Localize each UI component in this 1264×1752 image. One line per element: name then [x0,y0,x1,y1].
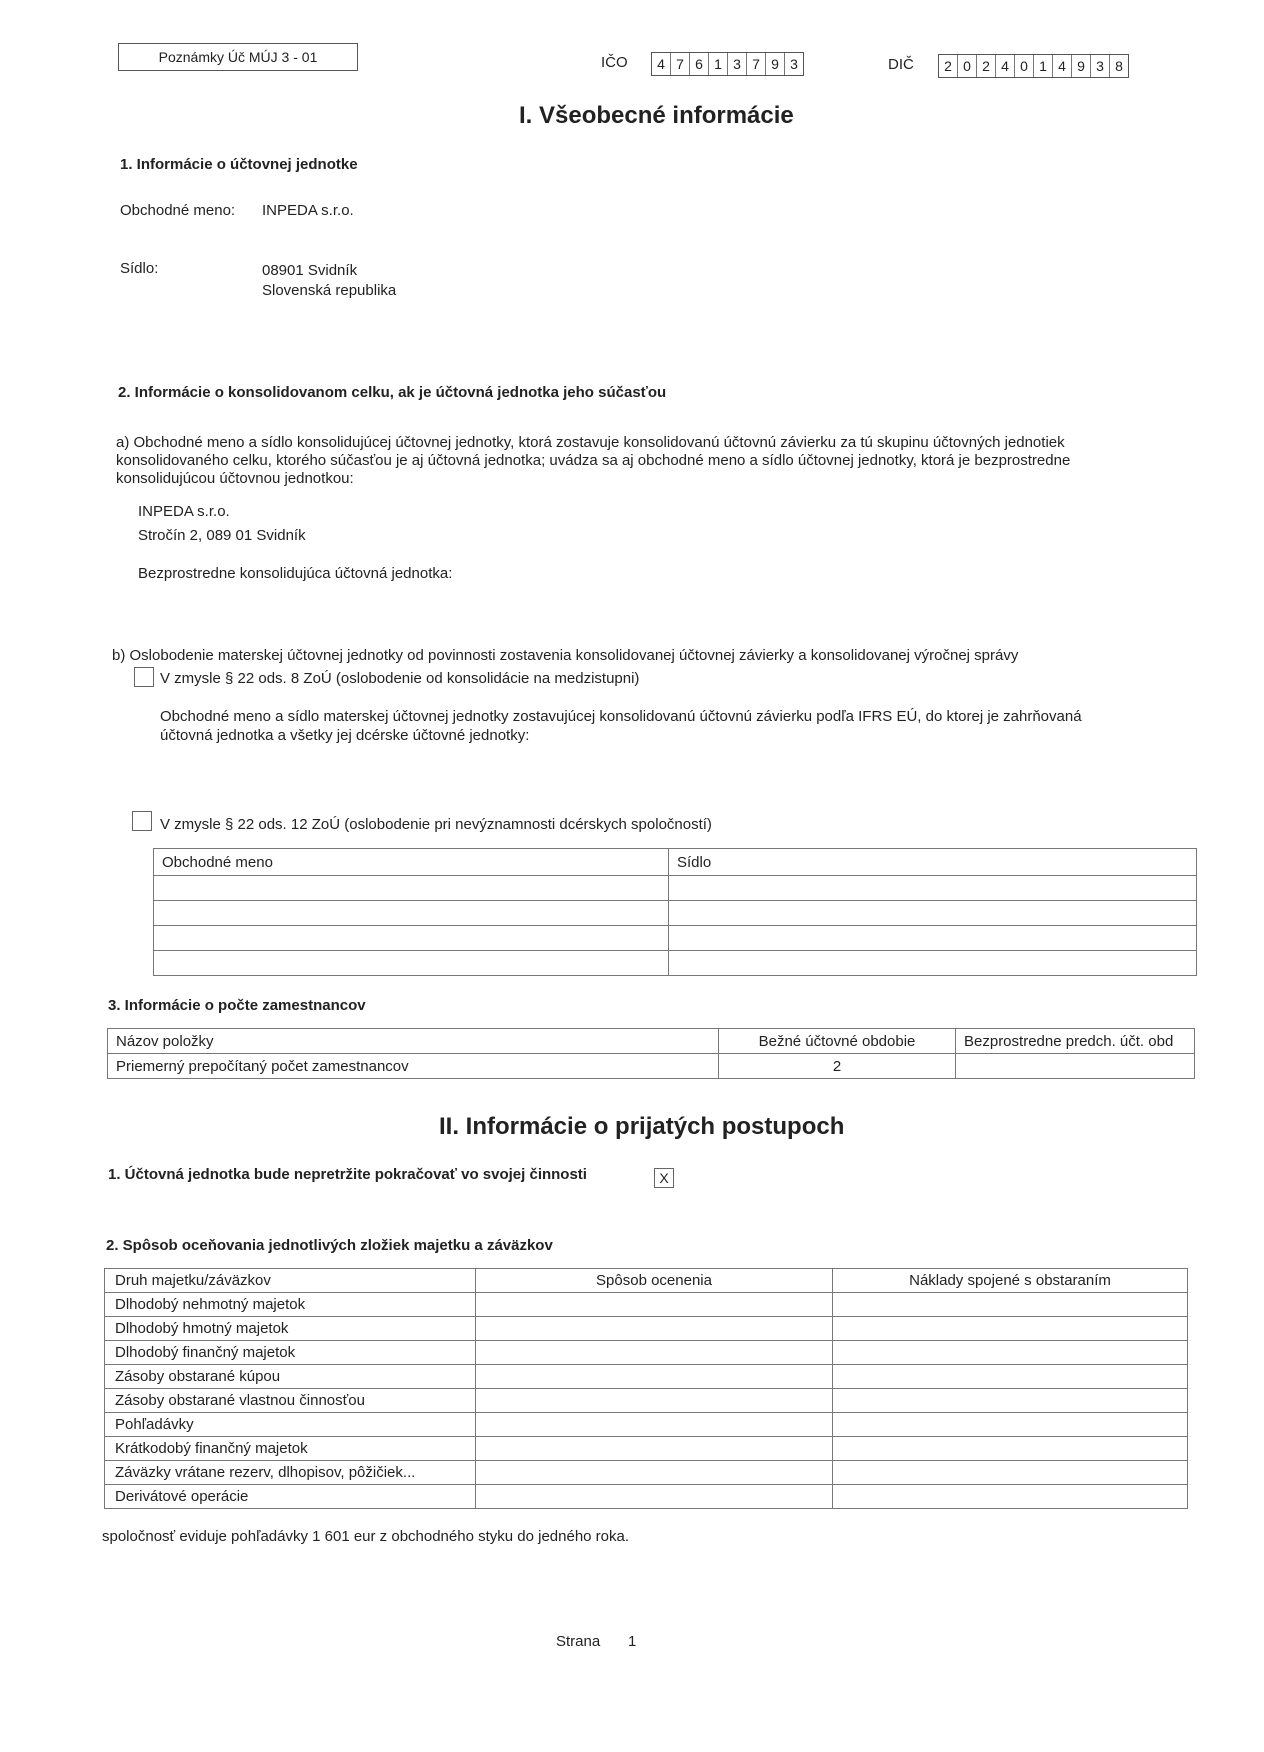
table-cell[interactable] [154,926,669,951]
row-label: Pohľadávky [105,1413,476,1437]
table-cell[interactable] [833,1293,1188,1317]
dic-digits [938,54,1129,78]
row-label: Dlhodobý finančný majetok [105,1341,476,1365]
table-row [154,876,1197,901]
ico-digit: 6 [690,53,709,75]
table-cell[interactable] [669,951,1197,976]
dic-digit: 9 [1072,55,1091,77]
parent-line2: účtovná jednotka a všetky jej dcérske účtovné jednotky: [160,727,530,744]
dic-digit: 8 [1115,58,1123,74]
table-cell[interactable] [476,1413,833,1437]
table-cell[interactable] [154,876,669,901]
header-cell: Náklady spojené s obstaraním [833,1269,1188,1293]
table-row [105,1461,1188,1485]
table-cell[interactable] [833,1341,1188,1365]
section-2-title: II. Informácie o prijatých postupoch [439,1113,845,1140]
table-row [105,1341,1188,1365]
table-row [105,1389,1188,1413]
dic-label: DIČ [888,56,914,73]
table-cell[interactable] [154,901,669,926]
dic-digit: 4 [1053,55,1072,77]
table-row [105,1413,1188,1437]
table-row [105,1293,1188,1317]
page-label: Strana [556,1633,601,1650]
going-concern-label: 1. Účtovná jednotka bude nepretržite pokračovať vo svojej činnosti [108,1166,587,1183]
consolidating-address: Stročín 2, 089 01 Svidník [138,527,306,544]
ico-digits [651,52,804,76]
dic-digit: 2 [939,55,958,77]
seat-line2: Slovenská republika [262,282,397,299]
consolidating-name: INPEDA s.r.o. [138,503,230,520]
parent-line1: Obchodné meno a sídlo materskej účtovnej jednotky zostavujúcej konsolidovanú účtovnú závierku podľa IFRS EÚ, do ktorej je zahrňovaná [160,708,1082,725]
table-cell[interactable] [154,951,669,976]
table-cell[interactable] [669,901,1197,926]
header-cell: Spôsob ocenenia [476,1269,833,1293]
exemption-12-label: V zmysle § 22 ods. 12 ZoÚ (oslobodenie pri nevýznamnosti dcérskych spoločností) [160,816,712,833]
dic-digit: 1 [1034,55,1053,77]
consolidation-heading: 2. Informácie o konsolidovanom celku, ak je účtovná jednotka jeho súčasťou [118,384,667,401]
ico-digit: 4 [652,53,671,75]
table-cell[interactable] [833,1437,1188,1461]
row-label: Derivátové operácie [105,1485,476,1509]
row-label: Zásoby obstarané kúpou [105,1365,476,1389]
ico-digit: 7 [747,53,766,75]
exemption-12-checkbox[interactable] [132,811,152,831]
going-concern-checkbox[interactable]: X [654,1168,674,1188]
table-row [108,1029,1195,1054]
dic-digit: 4 [996,55,1015,77]
table-cell[interactable] [833,1317,1188,1341]
a-line3: konsolidujúcou účtovnou jednotkou: [116,470,354,487]
table-cell[interactable] [476,1389,833,1413]
row-label: Záväzky vrátane rezerv, dlhopisov, pôžičiek... [105,1461,476,1485]
header-cell: Bezprostredne predch. účt. obd [956,1029,1195,1054]
name-label: Obchodné meno: [120,202,236,219]
table-cell[interactable] [476,1365,833,1389]
subsidiaries-table [153,848,1197,976]
table-cell[interactable] [833,1413,1188,1437]
header-cell: Sídlo [669,849,1197,876]
table-cell[interactable] [833,1389,1188,1413]
employees-table [107,1028,1195,1079]
table-cell[interactable] [476,1485,833,1509]
entity-info-heading: 1. Informácie o účtovnej jednotke [120,156,358,173]
table-cell[interactable] [833,1485,1188,1509]
dic-digit: 0 [958,55,977,77]
table-cell[interactable] [833,1461,1188,1485]
direct-consolidating-label: Bezprostredne konsolidujúca účtovná jednotka: [138,565,453,582]
exemption-8-label: V zmysle § 22 ods. 8 ZoÚ (oslobodenie od konsolidácie na medzistupni) [160,670,640,687]
section-1-title: I. Všeobecné informácie [519,102,794,129]
seat-label: Sídlo: [120,260,159,277]
ico-digit: 3 [790,56,798,72]
table-cell[interactable] [669,876,1197,901]
row-label: Priemerný prepočítaný počet zamestnancov [108,1054,719,1079]
row-label: Krátkodobý finančný majetok [105,1437,476,1461]
table-row [154,926,1197,951]
row-label: Dlhodobý nehmotný majetok [105,1293,476,1317]
header-cell: Názov položky [108,1029,719,1054]
table-row [105,1437,1188,1461]
valuation-table [104,1268,1188,1509]
ico-digit: 1 [709,53,728,75]
previous-period-value[interactable] [956,1054,1195,1079]
table-cell[interactable] [476,1461,833,1485]
table-cell[interactable] [833,1365,1188,1389]
dic-digit: 2 [977,55,996,77]
table-cell[interactable] [669,926,1197,951]
ico-digit: 9 [766,53,785,75]
table-cell[interactable] [476,1317,833,1341]
table-row [154,901,1197,926]
a-line2: konsolidovaného celku, ktorého súčasťou je aj účtovná jednotka; uvádza sa aj obchodné meno a sídlo účtovnej jednotky, ktorá je bezprostredne [116,452,1071,469]
page-number: 1 [628,1633,637,1650]
receivables-note: spoločnosť eviduje pohľadávky 1 601 eur z obchodného styku do jedného roka. [102,1528,630,1545]
table-cell[interactable] [476,1293,833,1317]
header-cell: Druh majetku/záväzkov [105,1269,476,1293]
table-row [154,849,1197,876]
table-row [154,951,1197,976]
exemption-8-checkbox[interactable] [134,667,154,687]
table-cell[interactable] [476,1341,833,1365]
table-row [105,1365,1188,1389]
b-line: b) Oslobodenie materskej účtovnej jednotky od povinnosti zostavenia konsolidovanej účtovnej závierky a konsolidovanej výročnej správy [112,647,1019,664]
ico-digit: 7 [671,53,690,75]
header-cell: Obchodné meno [154,849,669,876]
table-row [105,1269,1188,1293]
a-line1: a) Obchodné meno a sídlo konsolidujúcej účtovnej jednotky, ktorá zostavuje konsolidovanú účtovnú závierku za tú skupinu účtovných jednotiek [116,434,1065,451]
table-row [105,1485,1188,1509]
current-period-value[interactable]: 2 [719,1054,956,1079]
form-label: Poznámky Úč MÚJ 3 - 01 [118,43,358,71]
row-label: Zásoby obstarané vlastnou činnosťou [105,1389,476,1413]
table-cell[interactable] [476,1437,833,1461]
ico-digit: 3 [728,53,747,75]
valuation-heading: 2. Spôsob oceňovania jednotlivých zložiek majetku a záväzkov [106,1237,553,1254]
row-label: Dlhodobý hmotný majetok [105,1317,476,1341]
table-row [108,1054,1195,1079]
name-value: INPEDA s.r.o. [262,202,354,219]
employees-heading: 3. Informácie o počte zamestnancov [108,997,366,1014]
dic-digit: 3 [1091,55,1110,77]
seat-line1: 08901 Svidník [262,262,358,279]
dic-digit: 0 [1015,55,1034,77]
table-row [105,1317,1188,1341]
ico-label: IČO [601,54,628,71]
header-cell: Bežné účtovné obdobie [719,1029,956,1054]
